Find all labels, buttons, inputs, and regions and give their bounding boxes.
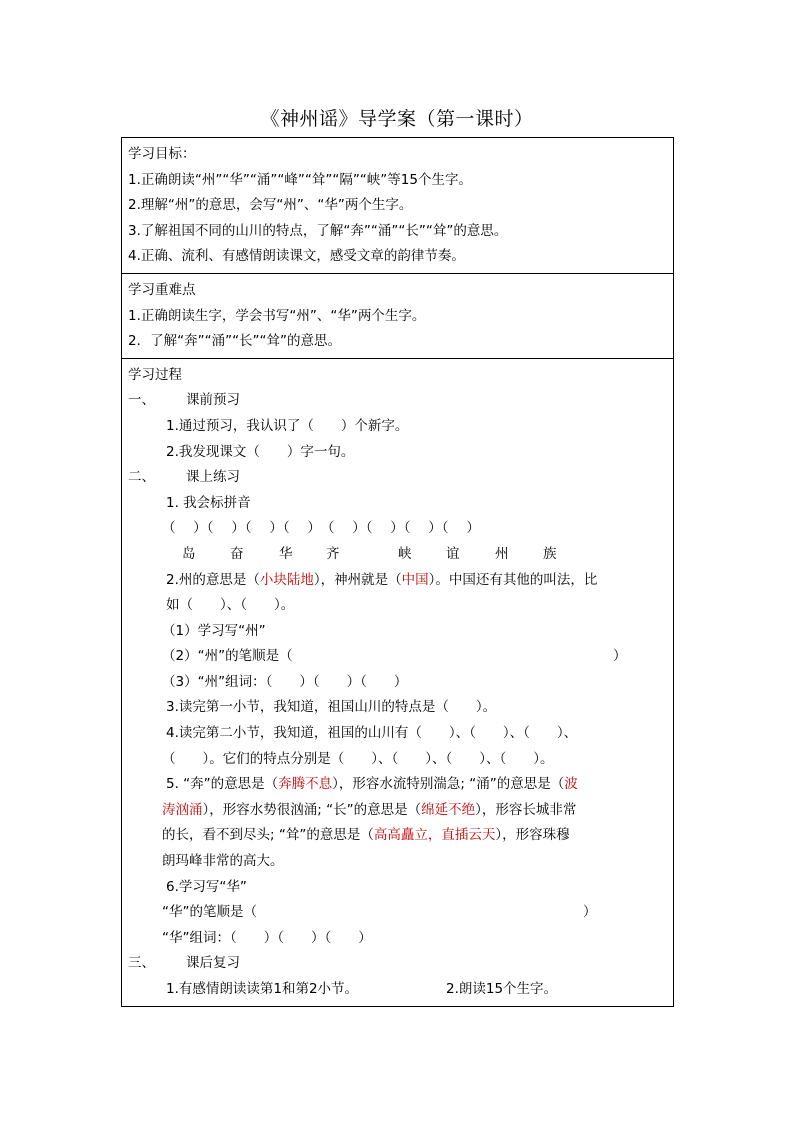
part-label: 课前预习: [186, 392, 240, 409]
worksheet-table: [121, 137, 674, 1007]
review-items: [128, 977, 667, 1003]
key-point-item: 1.正确朗读生字，学会书写“州”、“华”两个生字。: [128, 307, 426, 324]
sub-question: [128, 900, 667, 926]
question: 3.读完第一小节，我知道，祖国山川的特点是（ ）。: [166, 699, 497, 716]
sub-question: （3）“州”组词：（ ）（ ）（ ）: [162, 673, 408, 690]
character: 华: [279, 545, 293, 562]
question-continued: [128, 823, 667, 849]
goal-item: 3.了解祖国不同的山川的特点，了解“奔”“涌”“长”“耸”的意思。: [128, 222, 508, 239]
review-item: 2.朗读15个生字。: [446, 981, 558, 997]
question-continued: （ ）。它们的特点分别是（ ）、（ ）、（ ）、（ ）。: [162, 750, 554, 767]
section-heading: 学习过程: [128, 366, 182, 383]
section-heading: 学习重难点: [128, 281, 196, 298]
answer-text: 波: [564, 776, 578, 793]
character: 族: [543, 545, 557, 562]
text: ），形容珠穆: [495, 827, 570, 844]
character: 谊: [446, 545, 460, 562]
goal-item: 2.理解“州”的意思，会写“州”、“华”两个生字。: [128, 197, 413, 214]
answer-text: 中国: [401, 571, 429, 588]
text: ），神州就是（: [313, 571, 402, 588]
page-title: 《神州谣》导学案（第一课时）: [260, 108, 534, 130]
text: （2）“州”的笔顺是（: [162, 648, 293, 665]
answer-text: 涛汹涌: [162, 801, 203, 818]
character: 齐: [326, 545, 340, 562]
part-two-heading: [128, 465, 667, 491]
question: 2.我发现课文（ ）字一句。: [166, 443, 355, 460]
answer-text: 小块陆地: [259, 571, 314, 588]
part-label: 课上练习: [186, 469, 240, 486]
question: 1. 我会标拼音: [166, 494, 251, 511]
answer-text: 奔腾不息: [278, 776, 333, 793]
sub-question: “华”组词：（ ）（ ）（ ）: [162, 929, 372, 946]
part-three-heading: [128, 951, 667, 977]
text: 的长，看不到尽头; “耸”的意思是（: [162, 827, 374, 844]
part-one-heading: [128, 388, 667, 414]
sub-question: [128, 644, 667, 670]
key-point-item: 2．了解“奔”“涌”“长”“耸”的意思。: [128, 333, 342, 350]
key-points-section: [122, 274, 673, 359]
character: 峡: [398, 545, 412, 562]
answer-text: 高高矗立，直插云天: [373, 827, 496, 844]
text: ）: [583, 904, 597, 921]
review-item: 1.有感情朗读读第1和第2小节。: [166, 981, 359, 997]
learning-process-section: [122, 359, 673, 1006]
question: [128, 568, 667, 594]
text: ），形容水流特别湍急; “涌”的意思是（: [332, 776, 565, 793]
question-continued: 朗玛峰非常的高大。: [162, 853, 284, 870]
text: ）。中国还有其他的叫法，比: [428, 571, 598, 588]
sub-question: （1）学习写“州”: [162, 622, 266, 639]
pinyin-blanks: （ ）（ ）（ ）（ ） （ ）（ ）（ ）（ ）: [162, 520, 480, 537]
answer-text: 绵延不绝: [421, 801, 476, 818]
text: ），形容长城非常: [475, 801, 577, 818]
section-heading: 学习目标：: [128, 146, 196, 162]
question-continued: 如（ ）、（ ）。: [166, 597, 295, 614]
part-label: 课后复习: [186, 955, 240, 972]
question: 6.学习写“华”: [166, 878, 247, 895]
goal-item: 1.正确朗读“州”“华”“涌”“峰”“耸”“隔”“峡”等15个生字。: [128, 171, 472, 188]
question: 4.读完第二小节，我知道，祖国的山川有（ ）、（ ）、（ ）、: [166, 725, 578, 742]
text: ）: [613, 648, 627, 665]
question: [128, 772, 667, 798]
part-number: 二、: [128, 469, 155, 486]
goal-item: 4.正确、流利、有感情朗读课文，感受文章的韵律节奏。: [128, 248, 465, 265]
character: 岛: [182, 545, 196, 562]
part-number: 一、: [128, 392, 155, 409]
character: 州: [495, 545, 509, 562]
text: 5. “奔”的意思是（: [166, 776, 279, 793]
text: 2.州的意思是（: [166, 571, 260, 588]
text: ），形容水势很汹涌; “长”的意思是（: [202, 801, 422, 818]
character: 奋: [230, 545, 244, 562]
learning-goals-section: [122, 138, 673, 274]
character-row: [128, 542, 667, 568]
question: 1.通过预习，我认识了（ ）个新字。: [166, 417, 409, 434]
text: “华”的笔顺是（: [162, 904, 257, 921]
part-number: 三、: [128, 955, 155, 972]
question-continued: [128, 798, 667, 824]
